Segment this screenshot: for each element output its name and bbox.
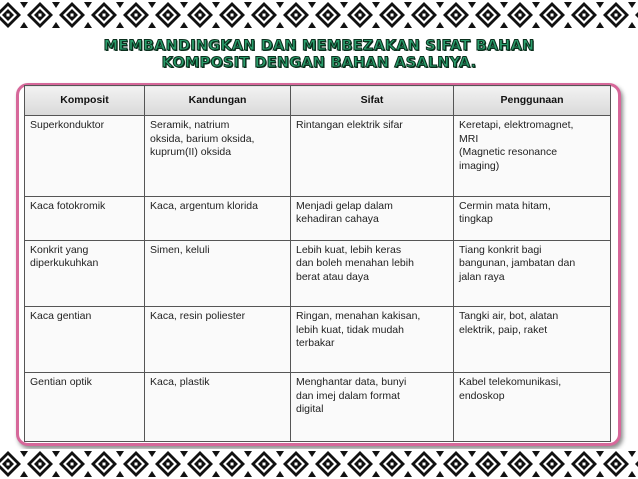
cell-text-line: MRI: [459, 132, 479, 145]
diamond-shape: [135, 14, 138, 17]
cell-penggunaan: [454, 307, 611, 373]
diamond-shape: [615, 463, 618, 466]
cell-sifat: [291, 373, 454, 442]
cell-text-line: kehadiran cahaya: [296, 213, 379, 226]
diamond-shape: [596, 471, 604, 477]
diamond-shape: [487, 14, 490, 17]
diamond-shape: [116, 22, 124, 28]
diamond-shape: [532, 471, 540, 477]
bottom-tribal-border: [0, 449, 638, 479]
cell-text-line: Keretapi, elektromagnet,: [459, 119, 574, 131]
diamond-shape: [436, 22, 444, 28]
diamond-shape: [468, 471, 476, 477]
diamond-shape: [391, 14, 394, 17]
cell-text-line: dan boleh menahan lebih: [296, 257, 414, 270]
diamond-shape: [84, 22, 92, 28]
diamond-shape: [308, 22, 316, 28]
diamond-shape: [500, 451, 508, 457]
diamond-shape: [628, 2, 636, 8]
diamond-shape: [596, 22, 604, 28]
cell-komposit: [25, 196, 145, 240]
diamond-shape: [308, 471, 316, 477]
diamond-shape: [404, 22, 412, 28]
diamond-shape: [500, 471, 508, 477]
cell-text-line: dan imej dalam format: [296, 389, 400, 402]
diamond-shape: [148, 22, 156, 28]
header-kandungan: Kandungan: [145, 86, 291, 116]
diamond-shape: [116, 2, 124, 8]
diamond-shape: [500, 2, 508, 8]
diamond-shape: [244, 2, 252, 8]
cell-kandungan: [145, 307, 291, 373]
diamond-shape: [372, 22, 380, 28]
diamond-pattern-border: [0, 449, 638, 479]
diamond-shape: [52, 471, 60, 477]
diamond-shape: [455, 463, 458, 466]
diamond-shape: [628, 22, 636, 28]
diamond-shape: [231, 14, 234, 17]
cell-text-line: berat atau daya: [296, 270, 369, 283]
diamond-shape: [116, 471, 124, 477]
diamond-shape: [180, 2, 188, 8]
cell-text-line: oksida, barium oksida,: [150, 132, 255, 145]
diamond-shape: [231, 463, 234, 466]
top-tribal-border: [0, 0, 638, 30]
cell-text-line: Lebih kuat, lebih keras: [296, 243, 402, 256]
cell-text-line: endoskop: [459, 389, 505, 402]
cell-komposit: [25, 240, 145, 306]
diamond-shape: [564, 471, 572, 477]
header-komposit: Komposit: [25, 86, 145, 116]
diamond-shape: [532, 22, 540, 28]
diamond-shape: [212, 451, 220, 457]
diamond-shape: [244, 22, 252, 28]
diamond-shape: [20, 2, 28, 8]
diamond-shape: [436, 451, 444, 457]
diamond-shape: [180, 471, 188, 477]
cell-text-line: Kaca, resin poliester: [150, 310, 246, 322]
diamond-shape: [596, 451, 604, 457]
diamond-shape: [436, 2, 444, 8]
cell-text-line: Simen, keluli: [150, 243, 210, 256]
diamond-shape: [532, 2, 540, 8]
diamond-shape: [404, 471, 412, 477]
diamond-shape: [468, 2, 476, 8]
diamond-shape: [180, 451, 188, 457]
diamond-shape: [308, 2, 316, 8]
diamond-shape: [212, 22, 220, 28]
cell-text-line: Kaca, argentum klorida: [150, 199, 258, 212]
cell-komposit: [25, 373, 145, 442]
diamond-shape: [39, 463, 42, 466]
cell-text-line: lebih kuat, tidak mudah: [296, 323, 404, 336]
diamond-shape: [564, 451, 572, 457]
diamond-pattern-border: [0, 0, 638, 30]
diamond-shape: [372, 2, 380, 8]
diamond-shape: [404, 2, 412, 8]
diamond-shape: [212, 471, 220, 477]
diamond-shape: [276, 2, 284, 8]
cell-text-line: Kaca fotokromik: [30, 199, 106, 212]
diamond-shape: [327, 14, 330, 17]
diamond-shape: [244, 451, 252, 457]
cell-kandungan: [145, 373, 291, 442]
cell-text-line: Superkonduktor: [30, 119, 105, 131]
diamond-shape: [199, 14, 202, 17]
diamond-shape: [340, 2, 348, 8]
diamond-shape: [583, 463, 586, 466]
table-row: [25, 373, 611, 442]
cell-sifat: [291, 116, 454, 197]
diamond-shape: [263, 14, 266, 17]
diamond-shape: [20, 451, 28, 457]
diamond-shape: [564, 2, 572, 8]
diamond-shape: [519, 14, 522, 17]
diamond-shape: [468, 22, 476, 28]
diamond-shape: [84, 451, 92, 457]
diamond-shape: [468, 451, 476, 457]
diamond-shape: [276, 451, 284, 457]
cell-penggunaan: [454, 373, 611, 442]
diamond-shape: [359, 463, 362, 466]
diamond-shape: [148, 451, 156, 457]
table-row: [25, 307, 611, 373]
cell-text-line: Cermin mata hitam,: [459, 199, 551, 212]
composite-table: [24, 85, 611, 442]
diamond-shape: [244, 471, 252, 477]
diamond-shape: [180, 22, 188, 28]
diamond-shape: [596, 2, 604, 8]
diamond-shape: [487, 463, 490, 466]
diamond-shape: [20, 471, 28, 477]
cell-text-line: Kaca gentian: [30, 310, 92, 322]
diamond-shape: [103, 463, 106, 466]
diamond-shape: [455, 14, 458, 17]
diamond-shape: [327, 463, 330, 466]
table-row: [25, 240, 611, 306]
cell-text-line: Menghantar data, bunyi: [296, 376, 407, 389]
cell-text-line: Rintangan elektrik sifar: [296, 119, 403, 131]
diamond-shape: [436, 471, 444, 477]
cell-komposit: [25, 116, 145, 197]
diamond-shape: [276, 22, 284, 28]
title-line-1: MEMBANDINGKAN DAN MEMBEZAKAN SIFAT BAHAN: [103, 38, 535, 54]
cell-text-line: Kaca, plastik: [150, 376, 210, 389]
diamond-shape: [39, 14, 42, 17]
cell-text-line: tingkap: [459, 213, 493, 226]
cell-sifat: [291, 240, 454, 306]
diamond-shape: [116, 451, 124, 457]
cell-text-line: Kabel telekomunikasi,: [459, 376, 562, 389]
diamond-shape: [135, 463, 138, 466]
table-header-row: [25, 86, 611, 116]
cell-text-line: Ringan, menahan kakisan,: [296, 310, 421, 322]
diamond-shape: [103, 14, 106, 17]
diamond-shape: [52, 2, 60, 8]
diamond-shape: [628, 451, 636, 457]
diamond-shape: [212, 2, 220, 8]
diamond-shape: [404, 451, 412, 457]
diamond-shape: [423, 463, 426, 466]
diamond-shape: [84, 2, 92, 8]
cell-text-line: Seramik, natrium: [150, 119, 230, 131]
cell-komposit: [25, 307, 145, 373]
diamond-shape: [52, 22, 60, 28]
diamond-shape: [532, 451, 540, 457]
diamond-shape: [340, 471, 348, 477]
diamond-shape: [423, 14, 426, 17]
cell-penggunaan: [454, 240, 611, 306]
cell-text-line: Konkrit yang: [30, 243, 89, 256]
diamond-shape: [551, 14, 554, 17]
diamond-shape: [500, 22, 508, 28]
header-penggunaan: Penggunaan: [454, 86, 611, 116]
diamond-shape: [372, 451, 380, 457]
diamond-shape: [7, 14, 10, 17]
diamond-shape: [340, 22, 348, 28]
diamond-shape: [308, 451, 316, 457]
diamond-shape: [71, 14, 74, 17]
diamond-shape: [372, 471, 380, 477]
diamond-shape: [359, 14, 362, 17]
cell-text-line: bangunan, jambatan dan: [459, 257, 576, 270]
cell-sifat: [291, 307, 454, 373]
cell-text-line: kuprum(II) oksida: [150, 146, 232, 158]
cell-text-line: digital: [296, 403, 324, 416]
diamond-shape: [199, 463, 202, 466]
diamond-shape: [519, 463, 522, 466]
diamond-shape: [551, 463, 554, 466]
diamond-shape: [167, 463, 170, 466]
cell-kandungan: [145, 240, 291, 306]
title-line-2: KOMPOSIT DENGAN BAHAN ASALNYA.: [161, 55, 477, 71]
cell-text-line: terbakar: [296, 337, 335, 349]
cell-penggunaan: [454, 196, 611, 240]
cell-text-line: Gentian optik: [30, 376, 92, 389]
cell-text-line: Menjadi gelap dalam: [296, 199, 393, 212]
diamond-shape: [295, 14, 298, 17]
diamond-shape: [615, 14, 618, 17]
diamond-shape: [276, 471, 284, 477]
diamond-shape: [52, 451, 60, 457]
table-row: [25, 196, 611, 240]
diamond-shape: [340, 451, 348, 457]
diamond-shape: [263, 463, 266, 466]
cell-sifat: [291, 196, 454, 240]
diamond-shape: [148, 471, 156, 477]
table-row: [25, 116, 611, 197]
diamond-shape: [84, 471, 92, 477]
cell-text-line: jalan raya: [459, 270, 505, 283]
diamond-shape: [295, 463, 298, 466]
slide-title: [0, 38, 638, 72]
diamond-shape: [583, 14, 586, 17]
cell-text-line: Tiang konkrit bagi: [459, 243, 542, 256]
cell-text-line: Tangki air, bot, alatan: [459, 310, 559, 322]
diamond-shape: [167, 14, 170, 17]
diamond-shape: [148, 2, 156, 8]
diamond-shape: [7, 463, 10, 466]
cell-penggunaan: [454, 116, 611, 197]
cell-text-line: diperkukuhkan: [30, 257, 99, 270]
cell-text-line: elektrik, paip, raket: [459, 323, 548, 336]
diamond-shape: [71, 463, 74, 466]
diamond-shape: [564, 22, 572, 28]
cell-text-line: imaging): [459, 159, 500, 172]
diamond-shape: [628, 471, 636, 477]
cell-text-line: (Magnetic resonance: [459, 146, 558, 158]
diamond-shape: [391, 463, 394, 466]
cell-kandungan: [145, 196, 291, 240]
diamond-shape: [20, 22, 28, 28]
header-sifat: Sifat: [291, 86, 454, 116]
cell-kandungan: [145, 116, 291, 197]
